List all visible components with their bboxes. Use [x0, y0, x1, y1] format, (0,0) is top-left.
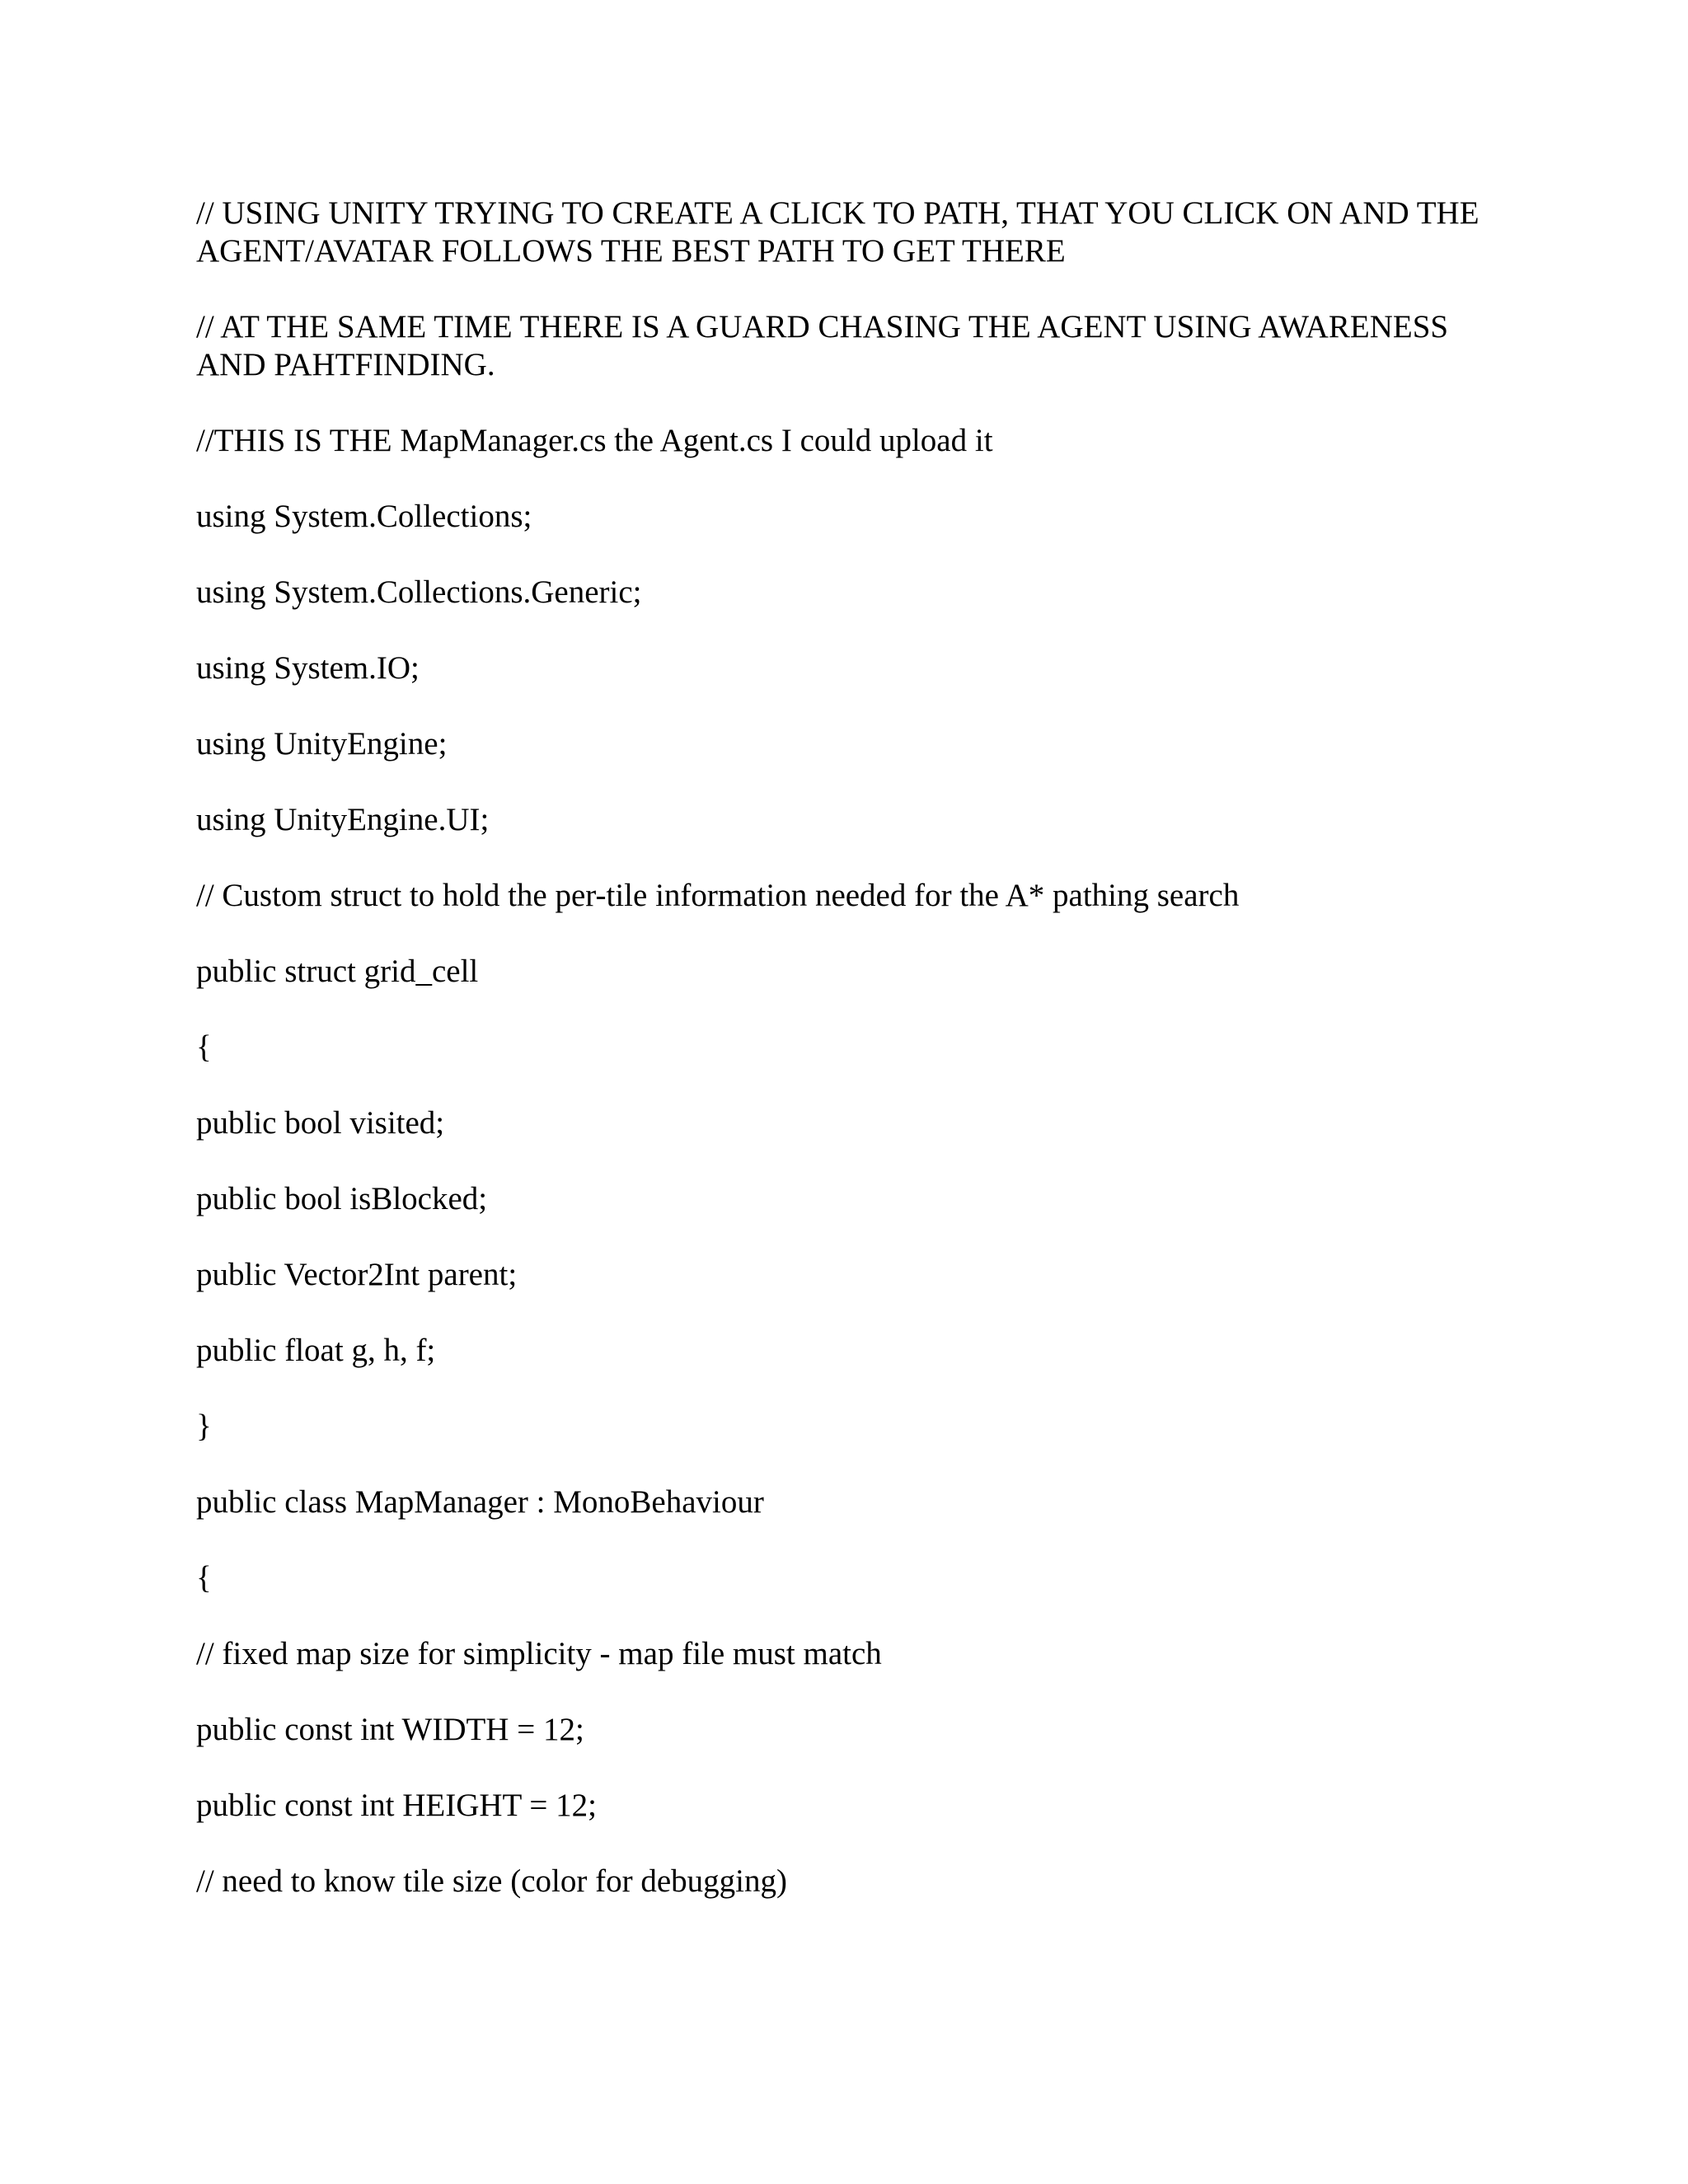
- tile-size-comment-line: // need to know tile size (color for debugging): [196, 1863, 787, 1899]
- width-constant-line: public const int WIDTH = 12;: [196, 1712, 584, 1747]
- struct-close-brace: }: [196, 1408, 212, 1444]
- struct-field-isblocked: public bool isBlocked;: [196, 1181, 488, 1216]
- comment-line-1: // USING UNITY TRYING TO CREATE A CLICK TO PATH, THAT YOU CLICK ON AND THE AGENT/AVATAR FOLLOWS THE BEST PATH TO GET THERE: [196, 195, 1486, 269]
- using-line-2: using System.Collections.Generic;: [196, 574, 642, 610]
- using-line-1: using System.Collections;: [196, 499, 532, 534]
- comment-line-2: // AT THE SAME TIME THERE IS A GUARD CHASING THE AGENT USING AWARENESS AND PAHTFINDING.: [196, 309, 1455, 382]
- height-constant-line: public const int HEIGHT = 12;: [196, 1788, 597, 1823]
- struct-field-visited: public bool visited;: [196, 1105, 445, 1141]
- struct-open-brace: {: [196, 1029, 212, 1065]
- comment-line-3: //THIS IS THE MapManager.cs the Agent.cs I could upload it: [196, 423, 993, 458]
- class-open-brace: {: [196, 1560, 212, 1596]
- class-declaration-line: public class MapManager : MonoBehaviour: [196, 1484, 764, 1520]
- using-line-5: using UnityEngine.UI;: [196, 802, 490, 837]
- map-size-comment-line: // fixed map size for simplicity - map file must match: [196, 1636, 882, 1671]
- struct-comment-line: // Custom struct to hold the per-tile information needed for the A* pathing search: [196, 878, 1240, 913]
- using-line-3: using System.IO;: [196, 650, 420, 686]
- struct-field-costs: public float g, h, f;: [196, 1333, 436, 1368]
- struct-declaration-line: public struct grid_cell: [196, 954, 479, 989]
- using-line-4: using UnityEngine;: [196, 726, 448, 762]
- document-body: [196, 194, 1498, 1900]
- struct-field-parent: public Vector2Int parent;: [196, 1257, 518, 1292]
